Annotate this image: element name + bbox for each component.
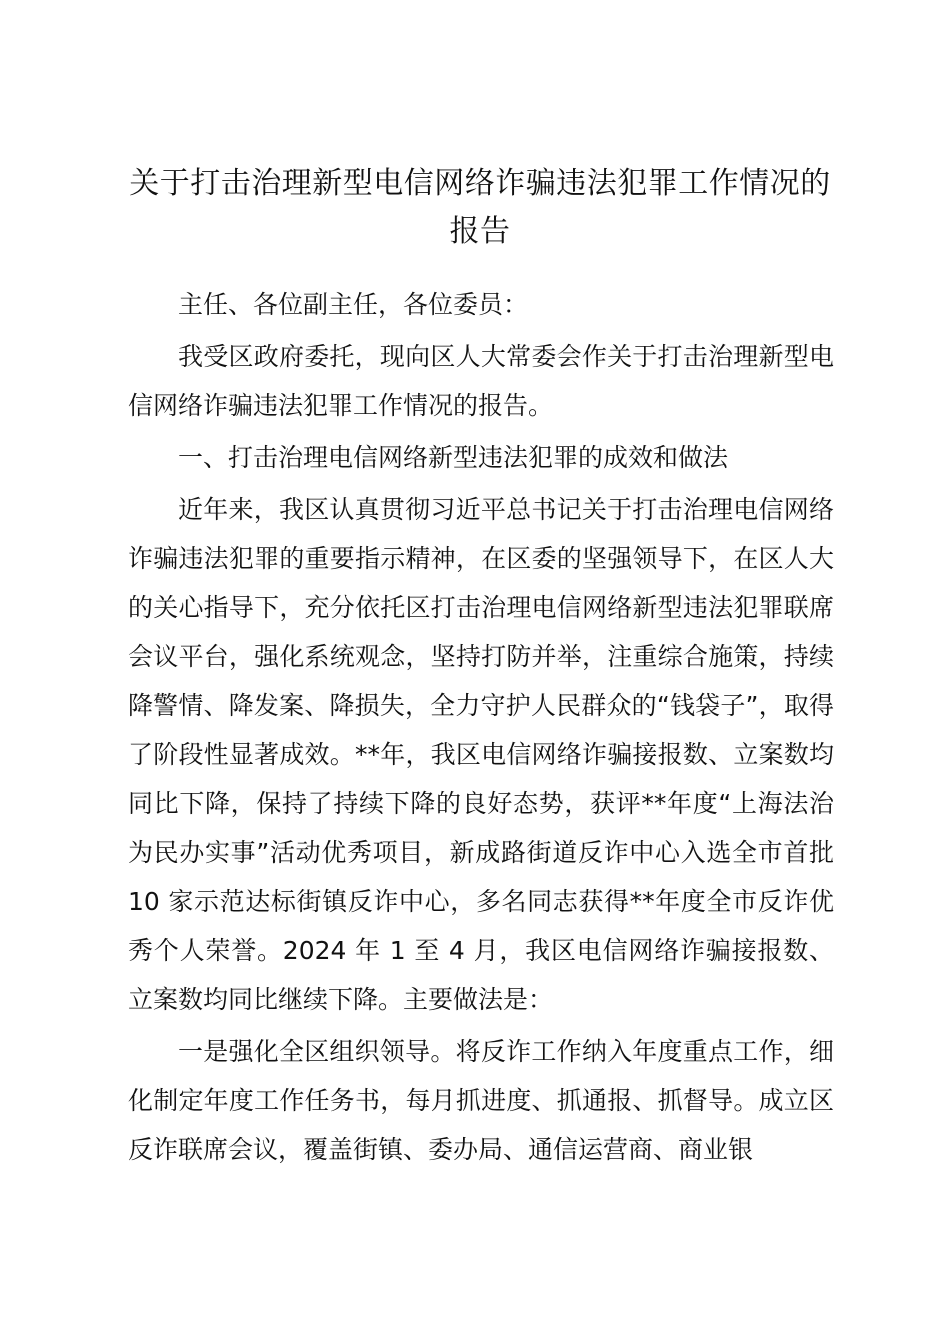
paragraph-achievements: 近年来，我区认真贯彻习近平总书记关于打击治理电信网络诈骗违法犯罪的重要指示精神，在区委的坚强领导下，在区人大的关心指导下，充分依托区打击治理电信网络新型违法犯罪联席会议平台，强化系统观念，坚持打防并举，注重综合施策，持续降警情、降发案、降损失，全力守护人民群众的“钱袋子”，取得了阶段性显著成效。**年，我区电信网络诈骗接报数、立案数均同比下降，保持了持续下降的良好态势，获评**年度“上海法治为民办实事”活动优秀项目，新成路街道反诈中心入选全市首批 10 家示范达标街镇反诈中心，多名同志获得**年度全市反诈优秀个人荣誉。2024 年 1 至 4 月，我区电信网络诈骗接报数、立案数均同比继续下降。主要做法是： [128,495,834,1014]
document-body [128,280,834,1174]
paragraph-intro: 我受区政府委托，现向区人大常委会作关于打击治理新型电信网络诈骗违法犯罪工作情况的报告。 [128,342,834,420]
section-heading: 一、打击治理电信网络新型违法犯罪的成效和做法 [178,443,729,472]
document-title: 关于打击治理新型电信网络诈骗违法犯罪工作情况的报告 [129,166,831,249]
salutation: 主任、各位副主任，各位委员： [178,290,529,319]
paragraph-measure-1: 一是强化全区组织领导。将反诈工作纳入年度重点工作，细化制定年度工作任务书，每月抓进度、抓通报、抓督导。成立区反诈联席会议，覆盖街镇、委办局、通信运营商、商业银 [128,1037,834,1164]
